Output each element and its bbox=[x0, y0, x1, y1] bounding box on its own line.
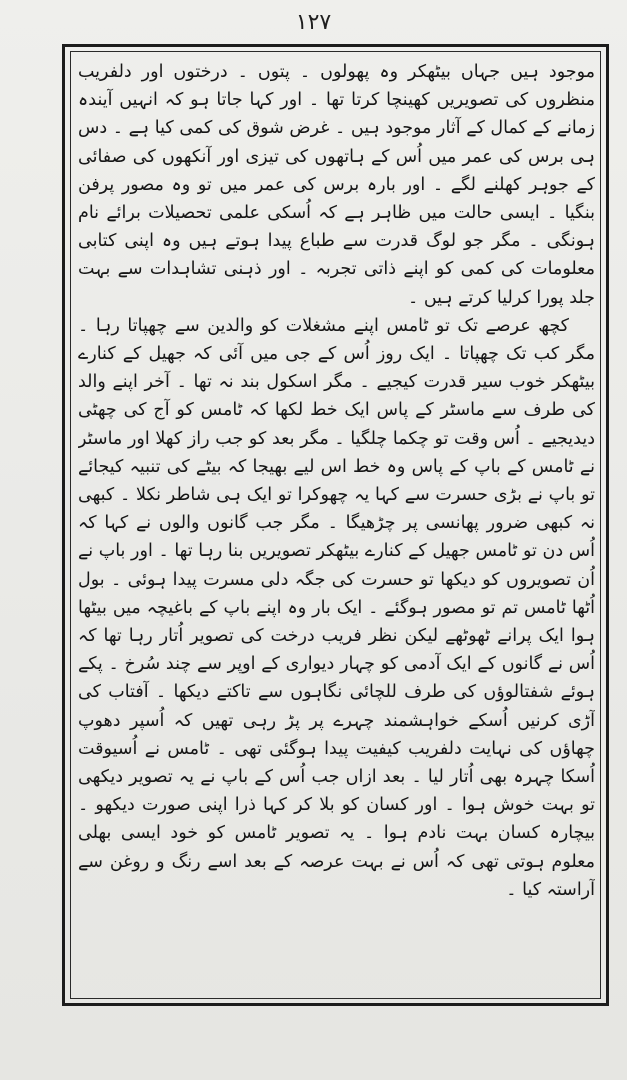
paragraph: موجود ہیں جہاں بیٹھکر وہ پھولوں ۔ پتوں ۔ درختوں اور دلفریب منظروں کی تصویریں کھینچا کرتا تھا ۔ اور کہا جاتا ہو کہ انہیں آیندہ زمانے کے کمال کے آثار موجود ہیں ۔ غرض شوق کی کمی کیا ہے ۔ دس ہی برس کی عمر میں اُس کے ہاتھوں کی تیزی اور آنکھوں کی صفائی کے جوہر کھلنے لگے ۔ اور بارہ برس کی عمر میں تو وہ مصور پرفن بنگیا ۔ ایسی حالت میں ظاہر ہے کہ اُسکی علمی تحصیلات برائے نام ہونگی ۔ مگر جو لوگ قدرت سے طباع پیدا ہوتے ہیں وہ اپنی کتابی معلومات کی کمی کو اپنے ذاتی تجربہ ۔ اور ذہنی تشاہدات سے بہت جلد پورا کرلیا کرتے ہیں ۔ bbox=[78, 62, 595, 308]
page-number: ١٢٧ bbox=[295, 10, 332, 35]
paragraph: کچھ عرصے تک تو ٹامس اپنے مشغلات کو والدین سے چھپاتا رہا ۔ مگر کب تک چھپاتا ۔ ایک روز اُس کے جی میں آئی کہ جھیل کے کنارے بیٹھکر خوب سیر قدرت کیجیے ۔ مگر اسکول بند نہ تھا ۔ آخر اپنے والد کی طرف سے ماسٹر کے پاس ایک خط لکھا کہ ٹامس کو آج کی چھٹی دیدیجیے ۔ اُس وقت تو چکما چلگیا ۔ مگر بعد کو جب راز کھلا اور ماسٹر نے ٹامس کے باپ کے پاس وہ خط اس لیے بھیجا کہ بیٹے کی تنبیہ کیجائے تو باپ نے بڑی حسرت سے کہا یہ چھوکرا تو ایک ہی شاطر نکلا ۔ کبھی نہ کبھی ضرور پھانسی پر چڑھیگا ۔ مگر جب گانوں والوں نے کہا کہ اُس دن تو ٹامس جھیل کے کنارے بیٹھکر تصویریں بنا رہا تھا ۔ اور باپ نے اُن تصویروں کو دیکھا تو حسرت کی جگہ دلی مسرت پیدا ہوئی ۔ بول اُٹھا ٹامس تم تو مصور ہوگئے ۔ ایک بار وہ اپنے باپ کے باغیچہ میں بیٹھا ہوا ایک پرانے ٹھوٹھے لیکن نظر فریب درخت کی تصویر اُتار رہا تھا کہ اُس نے گانوں کے ایک آدمی کو چہار دیواری کے اوپر سے چند سُرخ ۔ پکے ہوئے شفتالوؤں کی طرف للچائی نگاہوں سے تاکتے دیکھا ۔ آفتاب کی آڑی کرنیں اُسکے خواہشمند چہرے پر پڑ رہی تھیں کہ اُسپر دھوپ چھاؤں کی نہایت دلفریب کیفیت پیدا ہوگئی تھی ۔ ٹامس نے اُسیوقت اُسکا چہرہ بھی اُتار لیا ۔ بعد ازاں جب اُس کے باپ نے یہ تصویر دیکھی تو بہت خوش ہوا ۔ اور کسان کو بلا کر کہا ذرا اپنی صورت دیکھو ۔ بیچارہ کسان بہت نادم ہوا ۔ یہ تصویر ٹامس کو خود ایسی بھلی معلوم ہوتی تھی کہ اُس نے بہت عرصہ کے بعد اسے رنگ و روغن سے آراستہ کیا ۔ bbox=[78, 315, 595, 900]
body-text bbox=[78, 58, 595, 994]
